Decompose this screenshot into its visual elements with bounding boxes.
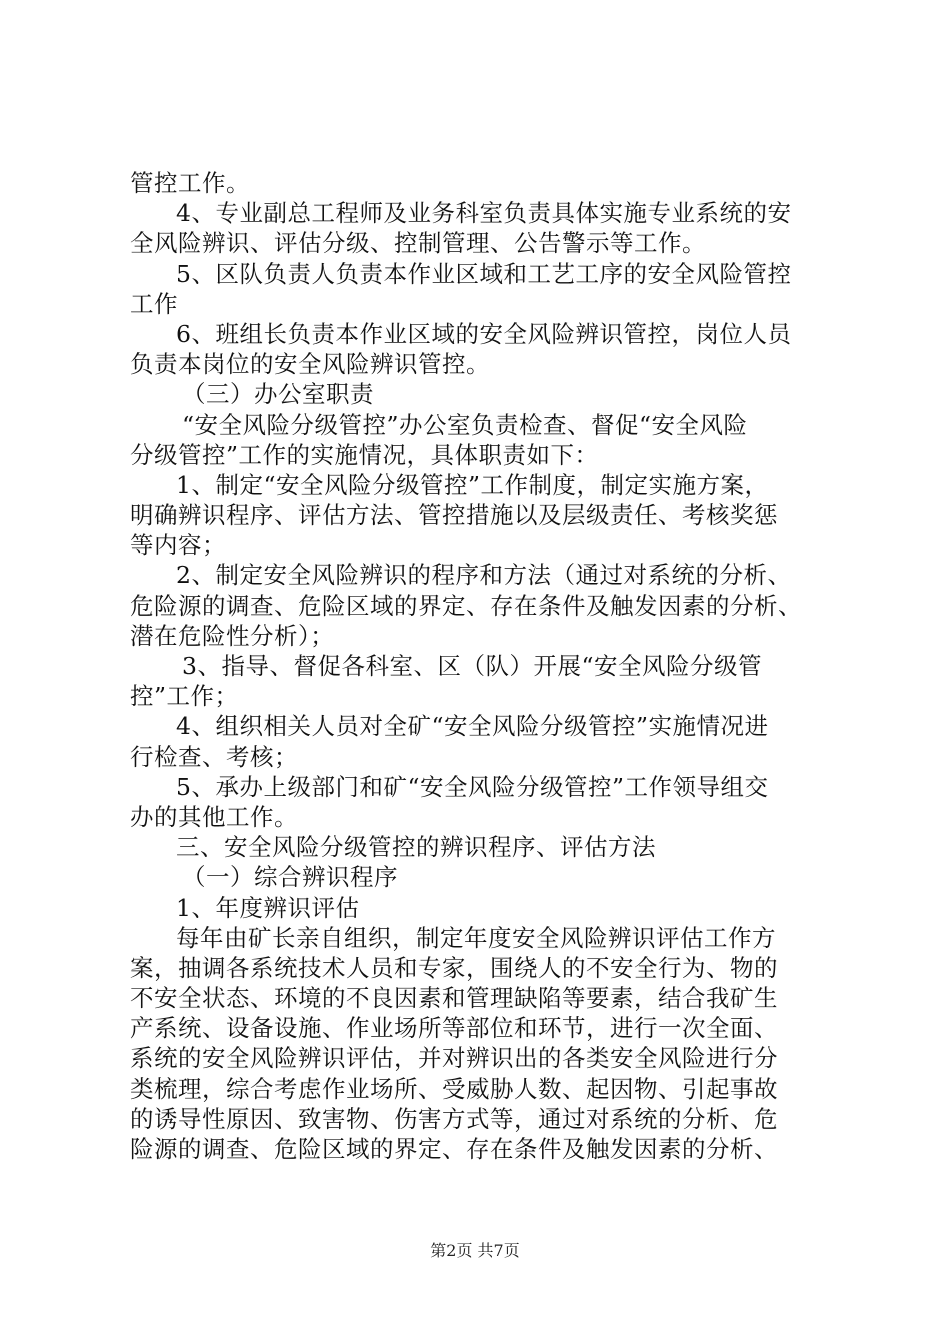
paragraph-line: 不安全状态、环境的不良因素和管理缺陷等要素，结合我矿生 bbox=[130, 984, 778, 1013]
section-heading: 三、安全风险分级管控的辨识程序、评估方法 bbox=[176, 833, 656, 862]
paragraph-line: 每年由矿长亲自组织，制定年度安全风险辨识评估工作方 bbox=[176, 923, 776, 952]
page-footer: 第2页 共7页 bbox=[430, 1241, 520, 1260]
paragraph-line: 4、组织相关人员对全矿“安全风险分级管控”实施情况进 bbox=[176, 712, 769, 741]
paragraph-line: 5、承办上级部门和矿“安全风险分级管控”工作领导组交 bbox=[176, 772, 769, 801]
paragraph-line: 全风险辨识、评估分级、控制管理、公告警示等工作。 bbox=[130, 229, 706, 258]
paragraph-line: 明确辨识程序、评估方法、管控措施以及层级责任、考核奖惩 bbox=[130, 501, 778, 530]
paragraph-line: 5、区队负责人负责本作业区域和工艺工序的安全风险管控 bbox=[176, 259, 792, 288]
paragraph-line: 系统的安全风险辨识评估，并对辨识出的各类安全风险进行分 bbox=[130, 1044, 778, 1073]
document-body bbox=[130, 168, 830, 1164]
section-heading: 1、年度辨识评估 bbox=[176, 893, 360, 922]
paragraph-line: 6、班组长负责本作业区域的安全风险辨识管控，岗位人员 bbox=[176, 319, 792, 348]
paragraph-line: 产系统、设备设施、作业场所等部位和环节，进行一次全面、 bbox=[130, 1014, 778, 1043]
paragraph-line: 管控工作。 bbox=[130, 169, 250, 197]
paragraph-line: 潜在危险性分析）； bbox=[130, 621, 335, 650]
paragraph-line: 分级管控”工作的实施情况，具体职责如下： bbox=[130, 440, 599, 469]
paragraph-line: 危险源的调查、危险区域的界定、存在条件及触发因素的分析、 bbox=[130, 591, 802, 620]
paragraph-line: 案，抽调各系统技术人员和专家，围绕人的不安全行为、物的 bbox=[130, 953, 778, 982]
paragraph-line: 行检查、考核； bbox=[130, 742, 298, 771]
section-heading: （三）办公室职责 bbox=[182, 380, 374, 409]
paragraph-line: 工作 bbox=[130, 289, 178, 318]
paragraph-line: 险源的调查、危险区域的界定、存在条件及触发因素的分析、 bbox=[130, 1135, 778, 1163]
paragraph-line: 办的其他工作。 bbox=[130, 802, 298, 831]
paragraph-line: 3、指导、督促各科室、区（队）开展“安全风险分级管 bbox=[182, 652, 762, 680]
paragraph-line: 控”工作； bbox=[130, 682, 239, 711]
paragraph-line: 1、制定“安全风险分级管控”工作制度，制定实施方案， bbox=[176, 470, 769, 499]
paragraph-line: 等内容； bbox=[130, 531, 226, 560]
paragraph-line: 2、制定安全风险辨识的程序和方法（通过对系统的分析、 bbox=[176, 561, 792, 590]
paragraph-line: 类梳理，综合考虑作业场所、受威胁人数、起因物、引起事故 bbox=[130, 1074, 778, 1103]
paragraph-line: 4、专业副总工程师及业务科室负责具体实施专业系统的安 bbox=[176, 199, 792, 228]
paragraph-line: “安全风险分级管控”办公室负责检查、督促“安全风险 bbox=[182, 410, 748, 439]
paragraph-line: 负责本岗位的安全风险辨识管控。 bbox=[130, 350, 490, 379]
paragraph-line: 的诱导性原因、致害物、伤害方式等，通过对系统的分析、危 bbox=[130, 1104, 778, 1133]
section-heading: （一）综合辨识程序 bbox=[182, 863, 398, 892]
